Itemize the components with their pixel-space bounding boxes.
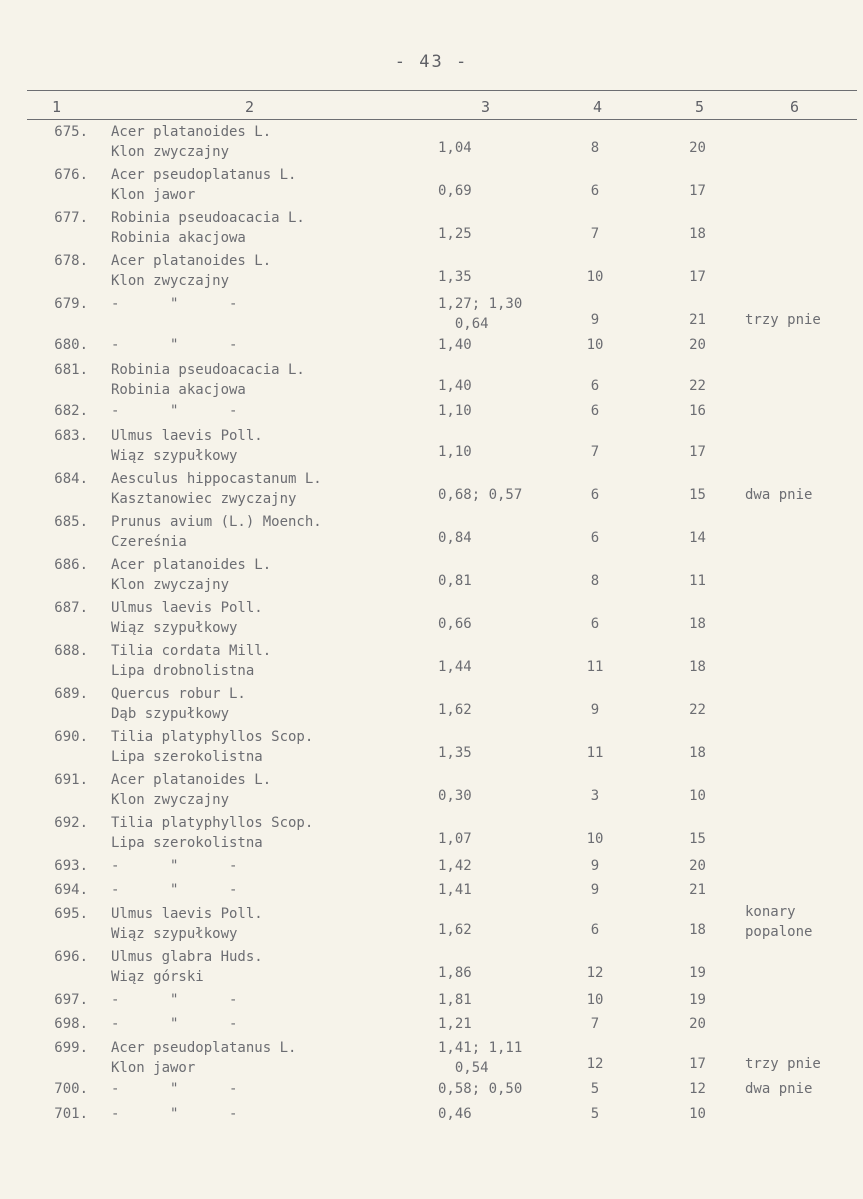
column-4-value: 7 [590,444,600,460]
polish-name: Lipa szerokolistna [111,749,263,765]
column-5-value: 20 [689,1016,706,1032]
latin-name: Prunus avium (L.) Moench. [111,514,322,530]
column-header-3: 3 [481,98,491,116]
table-row [0,118,863,161]
column-3-value: 0,46 [438,1106,472,1122]
entry-number: 693. [54,858,88,874]
column-4-value: 7 [590,226,600,242]
entry-number: 691. [54,772,88,788]
column-5-value: 20 [689,337,706,353]
species-name [111,360,305,400]
column-5-value: 17 [689,269,706,285]
entry-number: 694. [54,882,88,898]
table-row [0,900,863,943]
latin-name: - " - [111,882,238,898]
column-3-value: 1,40 [438,378,472,394]
column-4-value: 9 [590,312,600,328]
table-row [0,766,863,809]
page-number: - 43 - [394,52,469,72]
column-5-value: 21 [689,882,706,898]
column-3-value: 1,25 [438,226,472,242]
column-3-value: 1,04 [438,140,472,156]
column-5-value: 18 [689,226,706,242]
column-5-value: 12 [689,1081,706,1097]
column-3-value: 1,21 [438,1016,472,1032]
column-4-value: 10 [586,269,604,285]
table-row [0,986,863,1010]
column-3-value: 0,66 [438,616,472,632]
column-4-value: 7 [590,1016,600,1032]
species-name [111,684,246,724]
column-5-value: 18 [689,922,706,938]
column-5-value: 15 [689,487,706,503]
column-4-value: 5 [590,1106,600,1122]
entry-number: 698. [54,1016,88,1032]
column-header-2: 2 [245,98,255,116]
column-5-value: 17 [689,1056,706,1072]
latin-name: - " - [111,858,238,874]
species-name [111,294,237,314]
species-name [111,512,322,552]
latin-name: Ulmus glabra Huds. [111,949,263,965]
latin-name: - " - [111,296,238,312]
table-row [0,1010,863,1034]
latin-name: Aesculus hippocastanum L. [111,471,322,487]
column-3-value: 1,86 [438,965,472,981]
table-row [0,809,863,852]
column-3-value: 0,58; 0,50 [438,1081,523,1097]
species-name [111,598,263,638]
polish-name: Klon jawor [111,1060,196,1076]
column-3-value: 0,69 [438,183,472,199]
table-top-rule [27,90,857,91]
entry-number: 689. [54,686,88,702]
table-row [0,680,863,723]
species-name [111,856,237,876]
remarks: konary popalone [745,904,813,940]
latin-name: Acer pseudoplatanus L. [111,167,297,183]
column-5-value: 22 [689,702,706,718]
polish-name: Lipa szerokolistna [111,835,263,851]
table-row [0,204,863,247]
column-4-value: 6 [590,378,600,394]
entry-number: 682. [54,403,88,419]
column-header-1: 1 [52,98,62,116]
entry-number: 680. [54,337,88,353]
column-3-value: 0,81 [438,573,472,589]
entry-number: 687. [54,600,88,616]
table-row [0,1100,863,1125]
species-name [111,947,263,987]
entry-number: 681. [54,362,88,378]
species-name [111,208,305,248]
latin-name: - " - [111,992,238,1008]
column-3-value: 1,44 [438,659,472,675]
column-4-value: 10 [586,831,604,847]
column-3-value: 1,81 [438,992,472,1008]
column-4-value: 12 [586,1056,604,1072]
column-4-value: 8 [590,573,600,589]
column-3-value: 1,41 [438,882,472,898]
table-row [0,290,863,331]
table-row [0,876,863,900]
column-5-value: 20 [689,140,706,156]
species-name [111,122,271,162]
entry-number: 697. [54,992,88,1008]
column-header-5: 5 [695,98,705,116]
column-3-value: 0,84 [438,530,472,546]
polish-name: Lipa drobnolistna [111,663,255,679]
entry-number: 699. [54,1040,88,1056]
column-3-value: 1,27; 1,30 0,64 [438,296,523,332]
latin-name: - " - [111,1081,238,1097]
column-4-value: 5 [590,1081,600,1097]
column-3-value: 1,62 [438,702,472,718]
polish-name: Dąb szypułkowy [111,706,230,722]
column-5-value: 18 [689,659,706,675]
column-3-value: 1,10 [438,403,472,419]
entry-number: 700. [54,1081,88,1097]
column-5-value: 20 [689,858,706,874]
column-5-value: 22 [689,378,706,394]
species-name [111,1104,237,1124]
column-5-value: 11 [689,573,706,589]
table-row [0,594,863,637]
polish-name: Wiąz szypułkowy [111,620,238,636]
entry-number: 683. [54,428,88,444]
column-4-value: 10 [586,337,604,353]
polish-name: Klon zwyczajny [111,144,230,160]
species-name [111,1079,237,1099]
remarks: trzy pnie [745,1056,821,1072]
entry-number: 701. [54,1106,88,1122]
column-3-value: 1,62 [438,922,472,938]
entry-number: 692. [54,815,88,831]
column-4-value: 6 [590,530,600,546]
latin-name: Ulmus laevis Poll. [111,600,263,616]
species-name [111,904,263,944]
column-5-value: 14 [689,530,706,546]
column-4-value: 6 [590,183,600,199]
column-5-value: 19 [689,992,706,1008]
polish-name: Klon jawor [111,187,196,203]
species-name [111,990,237,1010]
column-3-value: 1,42 [438,858,472,874]
latin-name: Ulmus laevis Poll. [111,428,263,444]
column-4-value: 9 [590,882,600,898]
table-row [0,943,863,986]
column-4-value: 6 [590,487,600,503]
latin-name: - " - [111,403,238,419]
latin-name: - " - [111,1016,238,1032]
entry-number: 686. [54,557,88,573]
column-3-value: 1,10 [438,444,472,460]
latin-name: Acer platanoides L. [111,124,272,140]
species-name [111,1038,296,1078]
table-row [0,551,863,594]
species-name [111,641,271,681]
column-5-value: 15 [689,831,706,847]
species-name [111,401,237,421]
polish-name: Wiąz szypułkowy [111,926,238,942]
species-name [111,165,296,205]
table-row [0,422,863,465]
species-name [111,335,237,355]
polish-name: Klon zwyczajny [111,273,230,289]
species-name [111,1014,237,1034]
table-row [0,331,863,356]
polish-name: Klon zwyczajny [111,577,230,593]
polish-name: Kasztanowiec zwyczajny [111,491,297,507]
table-row [0,637,863,680]
entry-number: 676. [54,167,88,183]
remarks: dwa pnie [745,487,813,503]
remarks: trzy pnie [745,312,821,328]
latin-name: Acer platanoides L. [111,772,272,788]
column-5-value: 16 [689,403,706,419]
entry-number: 684. [54,471,88,487]
column-4-value: 10 [586,992,604,1008]
column-5-value: 10 [689,1106,706,1122]
species-name [111,813,313,853]
column-4-value: 3 [590,788,600,804]
column-4-value: 9 [590,702,600,718]
tree-inventory-table [0,118,863,1125]
entry-number: 690. [54,729,88,745]
entry-number: 695. [54,906,88,922]
column-3-value: 1,40 [438,337,472,353]
polish-name: Czereśnia [111,534,187,550]
entry-number: 675. [54,124,88,140]
column-5-value: 10 [689,788,706,804]
polish-name: Wiąz szypułkowy [111,448,238,464]
column-4-value: 6 [590,922,600,938]
polish-name: Wiąz górski [111,969,204,985]
column-header-6: 6 [790,98,800,116]
latin-name: Tilia platyphyllos Scop. [111,729,314,745]
species-name [111,555,271,595]
column-5-value: 18 [689,745,706,761]
species-name [111,880,237,900]
column-3-value: 1,07 [438,831,472,847]
column-5-value: 18 [689,616,706,632]
column-header-4: 4 [593,98,603,116]
latin-name: Acer platanoides L. [111,557,272,573]
column-3-value: 1,35 [438,745,472,761]
latin-name: Tilia platyphyllos Scop. [111,815,314,831]
table-row [0,161,863,204]
column-3-value: 0,68; 0,57 [438,487,523,503]
column-5-value: 19 [689,965,706,981]
species-name [111,251,271,291]
table-row [0,397,863,422]
latin-name: Acer platanoides L. [111,253,272,269]
polish-name: Klon zwyczajny [111,792,230,808]
column-5-value: 17 [689,444,706,460]
latin-name: Acer pseudoplatanus L. [111,1040,297,1056]
entry-number: 688. [54,643,88,659]
column-4-value: 11 [586,659,604,675]
latin-name: - " - [111,337,238,353]
latin-name: Quercus robur L. [111,686,246,702]
entry-number: 696. [54,949,88,965]
column-4-value: 9 [590,858,600,874]
column-5-value: 17 [689,183,706,199]
latin-name: - " - [111,1106,238,1122]
entry-number: 678. [54,253,88,269]
table-row [0,247,863,290]
column-4-value: 6 [590,616,600,632]
table-row [0,508,863,551]
column-3-value: 0,30 [438,788,472,804]
polish-name: Robinia akacjowa [111,230,246,246]
table-row [0,356,863,397]
entry-number: 677. [54,210,88,226]
column-4-value: 8 [590,140,600,156]
column-5-value: 21 [689,312,706,328]
entry-number: 685. [54,514,88,530]
table-row [0,1034,863,1075]
remarks: dwa pnie [745,1081,813,1097]
latin-name: Robinia pseudoacacia L. [111,210,305,226]
table-row [0,1075,863,1100]
table-row [0,852,863,876]
column-3-value: 1,41; 1,11 0,54 [438,1040,523,1076]
column-3-value: 1,35 [438,269,472,285]
species-name [111,727,313,767]
latin-name: Ulmus laevis Poll. [111,906,263,922]
entry-number: 679. [54,296,88,312]
species-name [111,426,263,466]
table-row [0,723,863,766]
species-name [111,469,322,509]
latin-name: Robinia pseudoacacia L. [111,362,305,378]
polish-name: Robinia akacjowa [111,382,246,398]
column-4-value: 11 [586,745,604,761]
column-4-value: 12 [586,965,604,981]
species-name [111,770,271,810]
latin-name: Tilia cordata Mill. [111,643,272,659]
column-4-value: 6 [590,403,600,419]
table-row [0,465,863,508]
